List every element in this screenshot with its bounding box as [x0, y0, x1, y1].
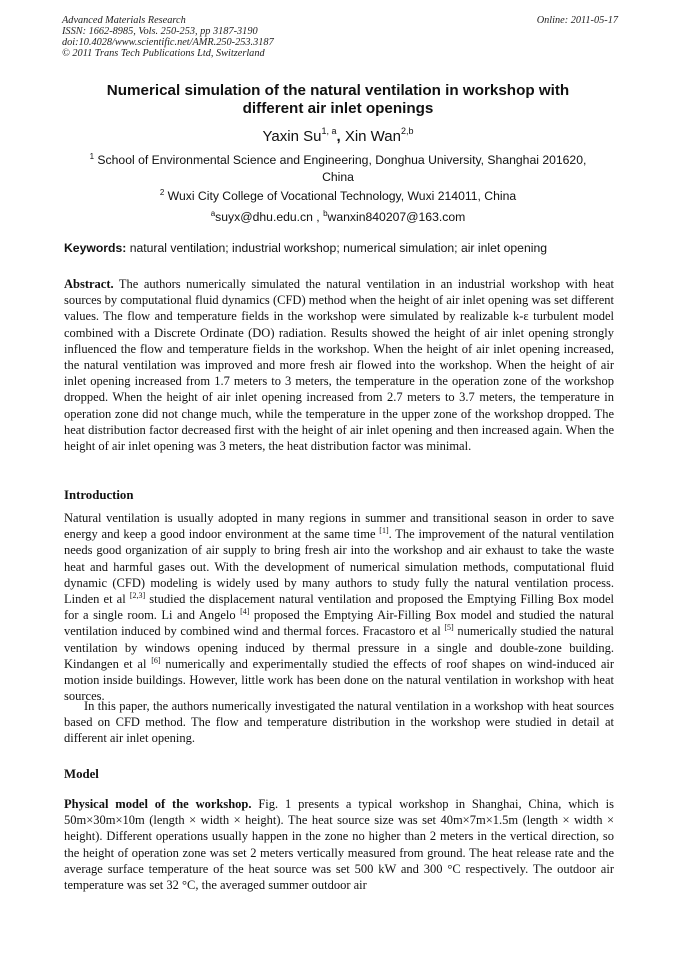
email-a: suyx@dhu.edu.cn	[215, 210, 313, 225]
keywords-text: natural ventilation; industrial workshop; numerical simulation; air inlet opening	[126, 241, 548, 255]
affiliation-2	[72, 184, 604, 205]
email-b: wanxin840207@163.com	[327, 210, 466, 225]
affiliation-1-line-1: School of Environmental Science and Engineering, Donghua University, Shanghai 201620,	[94, 153, 587, 168]
abstract-label: Abstract.	[64, 277, 114, 291]
title-line-1: Numerical simulation of the natural ventilation in workshop with	[106, 82, 570, 99]
email-b-marker: b	[323, 209, 328, 218]
introduction-heading: Introduction	[64, 488, 134, 502]
journal-name: Advanced Materials Research	[62, 15, 186, 26]
issn-line: ISSN: 1662-8985, Vols. 250-253, pp 3187-3190	[62, 26, 258, 37]
paper-title	[62, 82, 614, 118]
online-date: Online: 2011-05-17	[536, 15, 618, 26]
affiliation-1-line-2: China	[322, 170, 354, 185]
citation-1: [1]	[379, 526, 389, 536]
abstract-text: The authors numerically simulated the natural ventilation in an industrial workshop with heat sources by computational fluid dynamics (CFD) method when the height of air inlet opening was set different values. The flow and temperature fields in the workshop were simulated by realizable k-ε turbulent model combined with a Discrete Ordinate (DO) radiation. Results showed the height of air inlet opening strongly influenced the flow and temperature fields in the workshop. When the height of air inlet opening increased, the natural ventilation was improved and more fresh air flowed into the workshop. When the height of air inlet opening increased from 1.7 meters to 3 meters, the temperature in the operation zone of the workshop dropped. When the height of air inlet opening increased from 2.7 meters to 3.7 meters, the temperature in operation zone did not change much, while the temperature in the upper zone of the workshop dropped. The heat distribution factor decreased first with the height of air inlet opening and then increased again. When the height of air inlet opening was 3 meters, the heat distribution factor was minimal.	[64, 277, 614, 454]
doi-line: doi:10.4028/www.scientific.net/AMR.250-253.3187	[62, 37, 274, 48]
intro-text-a: Natural ventilation is usually adopted in many regions in summer and transitional season in order to save energy and keep a good indoor environment at the same time	[64, 511, 614, 542]
intro-text-d: proposed the Emptying Air-Filling Box model and studied the natural ventilation induced by combined wind and thermal forces. Fracastoro et al	[64, 608, 614, 639]
model-text: Fig. 1 presents a typical workshop in Shanghai, China, which is 50m×30m×10m (length × width × height). The heat source size was set 40m×7m×1.5m (length × width × height). Different operations usually happen in the zone no higher than 2 meters in the vertical direction, so the height of operation zone was set 2 meters vertically measured from ground. The heat release rate and the average surface temperature of the heat source was set 500 kW and 300 °C respectively. The outdoor air temperature was set 32 °C, the averaged summer outdoor air	[64, 797, 614, 893]
journal-header	[62, 15, 618, 59]
email-separator: ,	[312, 210, 324, 225]
abstract	[64, 276, 614, 454]
intro-text-c: studied the displacement natural ventilation and proposed the Emptying Filling Box model for a single room. Li and Angelo	[64, 592, 614, 623]
author-1-affil: 1, a	[321, 126, 337, 136]
intro-text-e: numerically studied the natural ventilation by windows opening induced by thermal pressure in a single and double-zone building. Kindangen et al	[64, 624, 614, 671]
keywords	[64, 240, 616, 257]
model-heading: Model	[64, 767, 99, 781]
affiliation-2-text: Wuxi City College of Vocational Technology, Wuxi 214011, China	[164, 189, 517, 204]
citation-2-3: [2,3]	[129, 590, 146, 600]
intro-text-b: . The improvement of the natural ventilation needs good organization of air supply to bring fresh air into the workshop and air exhaust to take the waste heat and harmful gases out. With the development of numerical simulation methods, computational fluid dynamic (CFD) modeling is widely used by many authors to study fully the natural ventilation process. Linden et al	[64, 527, 614, 607]
model-subheading: Physical model of the workshop.	[64, 797, 252, 811]
author-list	[62, 123, 614, 146]
email-line	[72, 205, 604, 226]
title-line-2: different air inlet openings	[242, 100, 434, 117]
email-a-marker: a	[210, 209, 216, 218]
author-2-affil: 2,b	[400, 126, 414, 136]
affiliation-1-marker: 1	[89, 152, 95, 161]
intro-text-f: numerically and experimentally studied the effects of roof shapes on wind-induced air motion inside buildings. However, little work has been done on the natural ventilation in workshop with heat sources.	[64, 656, 615, 704]
author-1-name: Yaxin Su	[262, 128, 322, 145]
citation-6: [6]	[151, 655, 161, 665]
introduction-paragraph-1	[64, 510, 614, 704]
author-2-name: Xin Wan	[344, 128, 401, 145]
copyright-line: © 2011 Trans Tech Publications Ltd, Switzerland	[62, 48, 265, 59]
model-paragraph-1	[64, 796, 614, 893]
citation-4: [4]	[240, 607, 250, 617]
author-separator: ,	[336, 128, 345, 145]
affiliation-1	[72, 148, 604, 186]
affiliation-2-marker: 2	[159, 188, 165, 197]
citation-5: [5]	[444, 623, 454, 633]
introduction-paragraph-2: In this paper, the authors numerically investigated the natural ventilation in a workshop with heat sources based on CFD method. The flow and temperature distribution in the workshop were studied in detail at different air inlet opening.	[64, 699, 614, 746]
keywords-label: Keywords:	[64, 241, 127, 255]
